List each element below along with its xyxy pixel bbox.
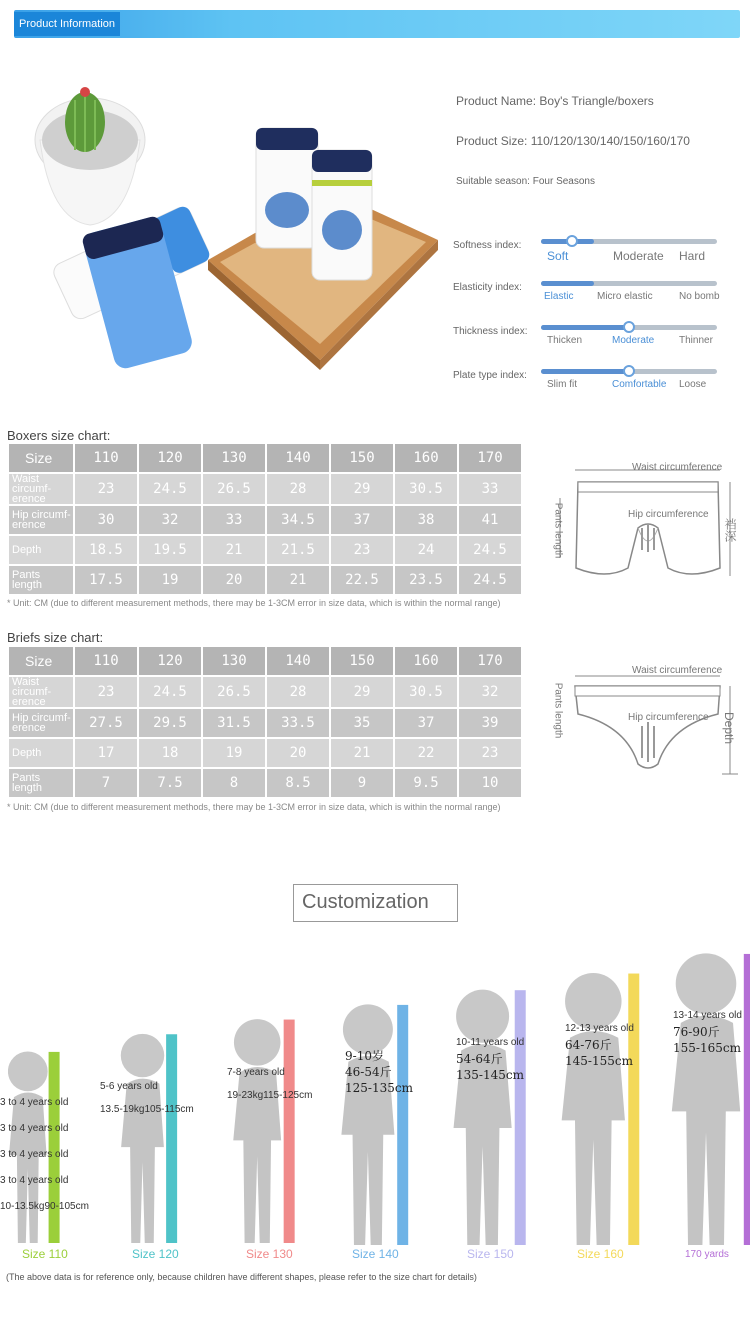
product-size: Product Size: 110/120/130/140/150/160/170 xyxy=(456,134,690,148)
child-info-label: 7-8 years old xyxy=(227,1067,285,1078)
table-row xyxy=(9,536,521,564)
index-slider-fill xyxy=(541,281,594,286)
table-cell: 26.5 xyxy=(203,677,265,707)
row-header-cell: Hip circumf-erence xyxy=(9,709,73,737)
row-header-cell: Size xyxy=(9,647,73,675)
index-slider[interactable] xyxy=(541,325,717,330)
index-tick-label: Comfortable xyxy=(612,379,667,390)
table-cell: 28 xyxy=(267,474,329,504)
child-info-label: 135-145cm xyxy=(456,1068,524,1082)
table-cell: 29.5 xyxy=(139,709,201,737)
size-guide-footer: (The above data is for reference only, because children have different shapes, please refer to the size chart for details) xyxy=(6,1272,477,1282)
child-silhouette xyxy=(120,1030,196,1243)
table-cell: 31.5 xyxy=(203,709,265,737)
child-size-label: Size 150 xyxy=(467,1247,514,1261)
index-tick-label: Soft xyxy=(547,249,569,263)
index-slider[interactable] xyxy=(541,369,717,374)
product-name: Product Name: Boy's Triangle/boxers xyxy=(456,94,654,108)
table-row xyxy=(9,506,521,534)
section-header-title: Product Information xyxy=(14,12,120,36)
table-cell: 22 xyxy=(395,739,457,767)
child-info-label: 10-11 years old xyxy=(456,1037,525,1048)
table-cell: 23 xyxy=(459,739,521,767)
row-header-cell: Waist circumf-erence xyxy=(9,677,73,707)
briefs-diagram xyxy=(550,664,745,784)
table-cell: 24.5 xyxy=(139,474,201,504)
table-cell: 8.5 xyxy=(267,769,329,797)
child-size-label: Size 120 xyxy=(132,1247,179,1261)
child-size-label: 170 yards xyxy=(685,1249,729,1260)
height-ruler xyxy=(515,990,526,1245)
table-cell: 21 xyxy=(331,739,393,767)
boxers-chart-title: Boxers size chart: xyxy=(7,428,111,443)
table-row xyxy=(9,677,521,707)
table-cell: 29 xyxy=(331,677,393,707)
child-info-label: 3 to 4 years old xyxy=(0,1097,69,1108)
child-silhouette xyxy=(340,1000,430,1245)
table-cell: 130 xyxy=(203,444,265,472)
briefs-note: * Unit: CM (due to different measurement methods, there may be 1-3CM error in size data, which is within the normal range) xyxy=(7,802,501,812)
product-photo xyxy=(20,80,440,380)
child-info-label: 3 to 4 years old xyxy=(0,1175,69,1186)
child-info-label: 76-90斤 xyxy=(673,1025,720,1039)
briefs-hip-label: Hip circumference xyxy=(628,712,709,723)
table-cell: 17 xyxy=(75,739,137,767)
table-cell: 30.5 xyxy=(395,677,457,707)
table-cell: 32 xyxy=(459,677,521,707)
table-cell: 33.5 xyxy=(267,709,329,737)
table-cell: 170 xyxy=(459,444,521,472)
index-label: Plate type index: xyxy=(453,370,527,381)
table-row xyxy=(9,769,521,797)
row-header-cell: Depth xyxy=(9,739,73,767)
row-header-cell: Pants length xyxy=(9,769,73,797)
table-cell: 24.5 xyxy=(459,566,521,594)
child-info-label: 64-76斤 xyxy=(565,1038,612,1052)
briefs-size-table xyxy=(7,645,523,799)
table-row xyxy=(9,566,521,594)
table-row xyxy=(9,444,521,472)
table-cell: 20 xyxy=(267,739,329,767)
child-info-label: 145-155cm xyxy=(565,1054,633,1068)
briefs-length-label: Pants length xyxy=(552,682,564,739)
section-header-bar xyxy=(14,10,740,38)
table-cell: 120 xyxy=(139,647,201,675)
table-cell: 7 xyxy=(75,769,137,797)
table-cell: 8 xyxy=(203,769,265,797)
child-info-label: 46-54斤 xyxy=(345,1065,392,1079)
table-cell: 32 xyxy=(139,506,201,534)
table-cell: 19.5 xyxy=(139,536,201,564)
briefs-depth-label: Depth xyxy=(722,712,736,745)
customization-title-box xyxy=(293,884,458,922)
table-cell: 24 xyxy=(395,536,457,564)
index-tick-label: Hard xyxy=(679,249,706,263)
child-size-label: Size 140 xyxy=(352,1247,399,1261)
table-cell: 21.5 xyxy=(267,536,329,564)
table-cell: 26.5 xyxy=(203,474,265,504)
table-row xyxy=(9,647,521,675)
table-cell: 130 xyxy=(203,647,265,675)
index-tick-label: Thicken xyxy=(547,335,583,346)
table-cell: 19 xyxy=(139,566,201,594)
row-header-cell: Waist circumf-erence xyxy=(9,474,73,504)
index-slider[interactable] xyxy=(541,239,717,244)
row-header-cell: Size xyxy=(9,444,73,472)
child-info-label: 12-13 years old xyxy=(565,1023,634,1034)
table-cell: 21 xyxy=(267,566,329,594)
table-cell: 20 xyxy=(203,566,265,594)
index-tick-label: Moderate xyxy=(612,335,655,346)
table-cell: 24.5 xyxy=(139,677,201,707)
child-silhouette xyxy=(452,985,549,1245)
child-silhouette xyxy=(8,1048,78,1243)
table-cell: 17.5 xyxy=(75,566,137,594)
table-cell: 140 xyxy=(267,647,329,675)
table-cell: 110 xyxy=(75,444,137,472)
index-tick-label: Loose xyxy=(679,379,707,390)
table-cell: 10 xyxy=(459,769,521,797)
child-silhouette xyxy=(232,1015,315,1243)
row-header-cell: Hip circumf-erence xyxy=(9,506,73,534)
child-silhouette xyxy=(560,968,663,1245)
height-ruler xyxy=(284,1020,295,1243)
index-tick-label: Elastic xyxy=(544,291,574,302)
table-cell: 18 xyxy=(139,739,201,767)
table-cell: 24.5 xyxy=(459,536,521,564)
table-cell: 21 xyxy=(203,536,265,564)
boxers-waist-label: Waist circumference xyxy=(632,462,723,473)
child-info-label: 10-13.5kg90-105cm xyxy=(0,1201,89,1212)
table-cell: 22.5 xyxy=(331,566,393,594)
index-slider-knob[interactable] xyxy=(566,235,578,247)
boxers-diagram xyxy=(550,458,745,588)
row-header-cell: Pants length xyxy=(9,566,73,594)
index-slider[interactable] xyxy=(541,281,717,286)
table-cell: 9.5 xyxy=(395,769,457,797)
table-cell: 39 xyxy=(459,709,521,737)
child-info-label: 13-14 years old xyxy=(673,1010,742,1021)
child-info-label: 155-165cm xyxy=(673,1041,741,1055)
index-slider-fill xyxy=(541,325,629,330)
index-slider-knob[interactable] xyxy=(623,321,635,333)
table-cell: 23 xyxy=(331,536,393,564)
index-label: Elasticity index: xyxy=(453,282,522,293)
child-info-label: 9-10岁 xyxy=(345,1049,384,1063)
boxers-length-label: Pants length xyxy=(552,502,564,559)
height-ruler xyxy=(744,954,750,1245)
table-row xyxy=(9,739,521,767)
customization-title: Customization xyxy=(302,891,429,913)
index-tick-label: No bomb xyxy=(679,291,720,302)
index-slider-fill xyxy=(541,369,629,374)
table-cell: 19 xyxy=(203,739,265,767)
index-label: Softness index: xyxy=(453,240,522,251)
table-cell: 29 xyxy=(331,474,393,504)
table-cell: 140 xyxy=(267,444,329,472)
table-cell: 27.5 xyxy=(75,709,137,737)
boxers-note: * Unit: CM (due to different measurement methods, there may be 1-3CM error in size data, which is within the normal range) xyxy=(7,598,501,608)
height-ruler xyxy=(397,1005,408,1245)
child-info-label: 125-135cm xyxy=(345,1081,413,1095)
child-info-label: 54-64斤 xyxy=(456,1052,503,1066)
briefs-waist-label: Waist circumference xyxy=(632,665,723,676)
height-ruler xyxy=(49,1052,60,1243)
table-cell: 41 xyxy=(459,506,521,534)
table-row xyxy=(9,709,521,737)
table-cell: 30.5 xyxy=(395,474,457,504)
height-ruler xyxy=(166,1034,177,1243)
child-silhouette xyxy=(670,948,750,1245)
index-tick-label: Thinner xyxy=(679,335,713,346)
table-cell: 120 xyxy=(139,444,201,472)
table-cell: 33 xyxy=(459,474,521,504)
table-cell: 160 xyxy=(395,444,457,472)
table-cell: 110 xyxy=(75,647,137,675)
boxers-depth-label: 裆深 xyxy=(723,518,737,542)
table-cell: 23 xyxy=(75,677,137,707)
table-cell: 38 xyxy=(395,506,457,534)
table-cell: 37 xyxy=(331,506,393,534)
table-cell: 9 xyxy=(331,769,393,797)
table-cell: 18.5 xyxy=(75,536,137,564)
index-tick-label: Moderate xyxy=(613,249,664,263)
boxers-hip-label: Hip circumference xyxy=(628,509,709,520)
table-cell: 23.5 xyxy=(395,566,457,594)
table-cell: 35 xyxy=(331,709,393,737)
child-size-label: Size 130 xyxy=(246,1247,293,1261)
index-tick-label: Micro elastic xyxy=(597,291,653,302)
table-row xyxy=(9,474,521,504)
table-cell: 150 xyxy=(331,647,393,675)
child-size-label: Size 160 xyxy=(577,1247,624,1261)
child-info-label: 3 to 4 years old xyxy=(0,1149,69,1160)
briefs-chart-title: Briefs size chart: xyxy=(7,630,104,645)
row-header-cell: Depth xyxy=(9,536,73,564)
child-info-label: 5-6 years old xyxy=(100,1081,158,1092)
table-cell: 30 xyxy=(75,506,137,534)
table-cell: 7.5 xyxy=(139,769,201,797)
table-cell: 170 xyxy=(459,647,521,675)
boxers-size-table xyxy=(7,442,523,596)
index-label: Thickness index: xyxy=(453,326,528,337)
table-cell: 37 xyxy=(395,709,457,737)
table-cell: 33 xyxy=(203,506,265,534)
product-season: Suitable season: Four Seasons xyxy=(456,176,595,187)
child-info-label: 19-23kg115-125cm xyxy=(227,1090,313,1101)
index-tick-label: Slim fit xyxy=(547,379,577,390)
table-cell: 150 xyxy=(331,444,393,472)
child-info-label: 3 to 4 years old xyxy=(0,1123,69,1134)
table-cell: 23 xyxy=(75,474,137,504)
child-size-label: Size 110 xyxy=(22,1247,68,1261)
table-cell: 28 xyxy=(267,677,329,707)
table-cell: 160 xyxy=(395,647,457,675)
height-ruler xyxy=(628,974,639,1245)
child-info-label: 13.5-19kg105-115cm xyxy=(100,1104,194,1115)
index-slider-knob[interactable] xyxy=(623,365,635,377)
table-cell: 34.5 xyxy=(267,506,329,534)
